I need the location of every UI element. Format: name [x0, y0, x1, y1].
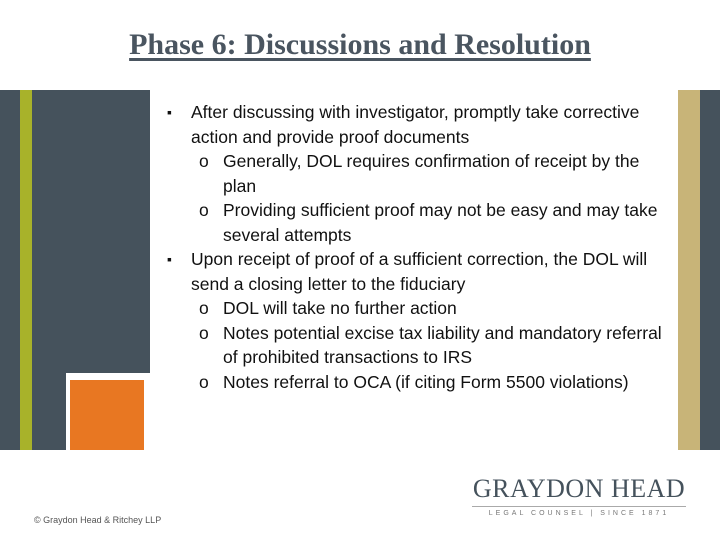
left-dark-band — [0, 90, 20, 450]
orange-accent-square — [70, 380, 144, 450]
right-tan-band — [678, 90, 700, 450]
bullet-item: ▪ After discussing with investigator, promptly take corrective action and provide proof documents — [165, 100, 670, 149]
copyright-footer: © Graydon Head & Ritchey LLP — [34, 515, 162, 525]
bullet-list — [165, 100, 670, 394]
sub-bullet-item: o Generally, DOL requires confirmation of receipt by the plan — [165, 149, 670, 198]
sub-bullet-item: o Providing sufficient proof may not be easy and may take several attempts — [165, 198, 670, 247]
right-dark-band — [700, 90, 720, 450]
sub-bullet-item: o Notes potential excise tax liability and mandatory referral of prohibited transactions to IRS — [165, 321, 670, 370]
sub-bullet-item: o DOL will take no further action — [165, 296, 670, 321]
slide-title: Phase 6: Discussions and Resolution — [129, 28, 591, 61]
bullet-item: ▪ Upon receipt of proof of a sufficient correction, the DOL will send a closing letter to the fiduciary — [165, 247, 670, 296]
logo-wordmark: GRAYDON HEAD — [472, 474, 686, 503]
sub-bullet-item: o Notes referral to OCA (if citing Form 5500 violations) — [165, 370, 670, 395]
company-logo — [472, 474, 686, 517]
left-olive-stripe — [20, 90, 32, 450]
logo-tagline: LEGAL COUNSEL | SINCE 1871 — [472, 506, 686, 517]
